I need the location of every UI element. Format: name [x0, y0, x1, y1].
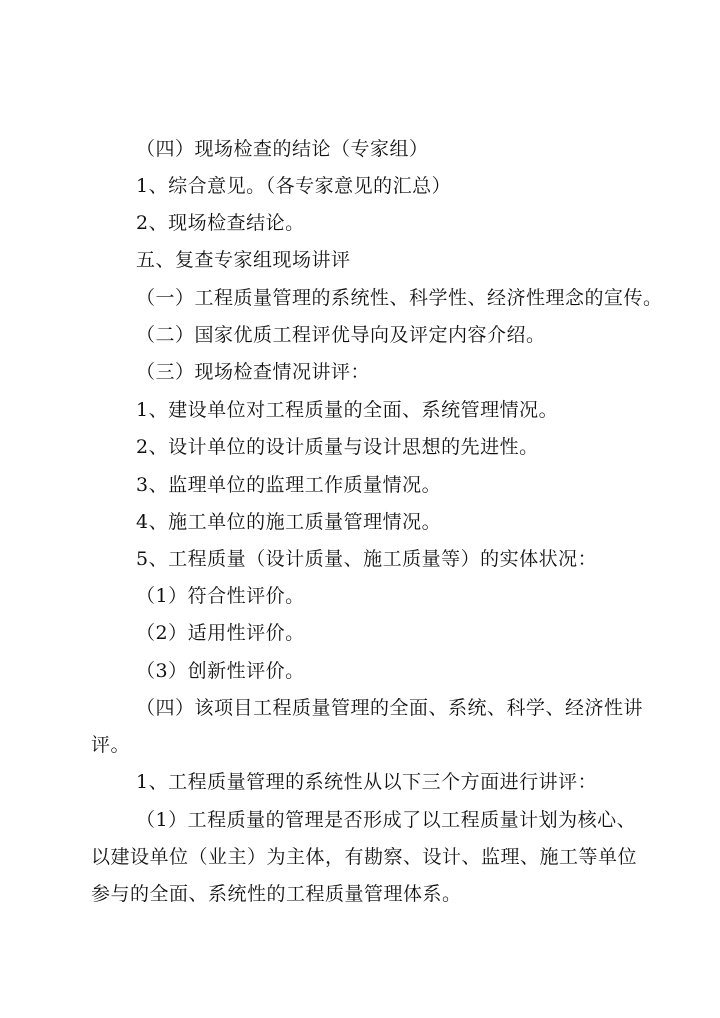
- subsection-heading: （三）现场检查情况讲评：: [136, 361, 371, 383]
- subsection-heading: （四）该项目工程质量管理的全面、系统、科学、经济性讲: [136, 697, 644, 719]
- section-heading-review: 五、复查专家组现场讲评: [136, 249, 351, 271]
- sub-list-item: （3）创新性评价。: [136, 660, 305, 682]
- subsection-heading: （二）国家优质工程评优导向及评定内容介绍。: [136, 324, 546, 346]
- paragraph-continuation: 以建设单位（业主）为主体，有勘察、设计、监理、施工等单位: [91, 846, 638, 868]
- list-item: 1、综合意见。（各专家意见的汇总）: [136, 175, 452, 197]
- list-item: 2、现场检查结论。: [136, 212, 305, 234]
- list-item: 5、工程质量（设计质量、施工质量等）的实体状况：: [136, 548, 598, 570]
- list-item: 2、设计单位的设计质量与设计思想的先进性。: [136, 436, 539, 458]
- sub-list-item: （2）适用性评价。: [136, 622, 305, 644]
- sub-list-item: （1）工程质量的管理是否形成了以工程质量计划为核心、: [136, 809, 637, 831]
- list-item: 4、施工单位的施工质量管理情况。: [136, 511, 442, 533]
- subsection-heading: （一）工程质量管理的系统性、科学性、经济性理念的宣传。: [136, 287, 663, 309]
- section-heading-conclusion: （四）现场检查的结论（专家组）: [136, 138, 429, 160]
- list-item: 1、工程质量管理的系统性从以下三个方面进行讲评：: [136, 771, 598, 793]
- list-item: 3、监理单位的监理工作质量情况。: [136, 474, 442, 496]
- list-item: 1、建设单位对工程质量的全面、系统管理情况。: [136, 399, 559, 421]
- paragraph-continuation: 评。: [91, 734, 131, 756]
- sub-list-item: （1）符合性评价。: [136, 585, 305, 607]
- paragraph-continuation: 参与的全面、系统性的工程质量管理体系。: [91, 883, 462, 905]
